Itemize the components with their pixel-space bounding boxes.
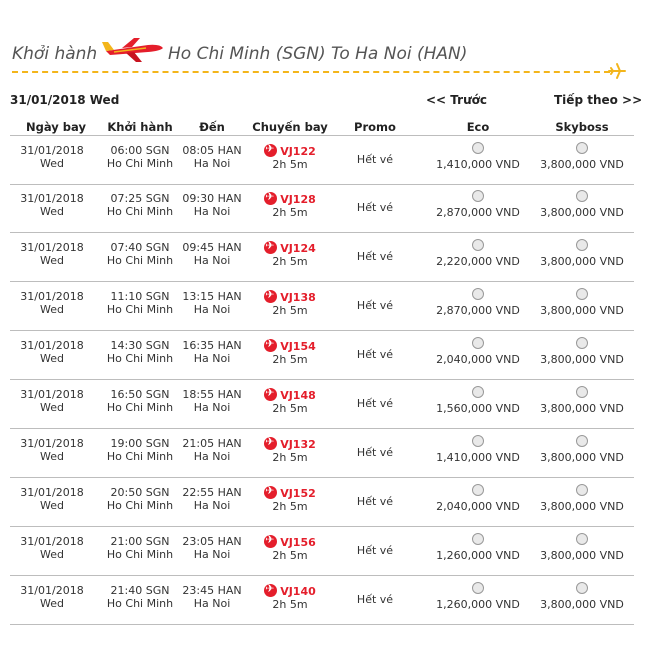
flight-row [10, 233, 634, 282]
departure-city: Ho Chi Minh [106, 157, 174, 170]
flight-date-cell [10, 144, 94, 170]
arrival-cell [174, 241, 250, 267]
departure-city: Ho Chi Minh [106, 597, 174, 610]
departure-cell [94, 339, 186, 365]
arrival-cell [174, 192, 250, 218]
skyboss-fare-cell [526, 435, 638, 464]
arrival-city: Ha Noi [193, 548, 231, 561]
flight-date-cell [10, 486, 94, 512]
flight-weekday: Wed [40, 450, 64, 463]
departure-time: 07:25 SGN [110, 192, 170, 205]
flight-date-cell [10, 388, 94, 414]
skyboss-price: 3,800,000 VND [540, 451, 624, 464]
flight-row [10, 135, 634, 185]
skyboss-fare-radio[interactable] [576, 337, 588, 349]
departure-cell [94, 437, 186, 463]
departure-time: 21:40 SGN [110, 584, 170, 597]
arrival-city: Ha Noi [193, 157, 231, 170]
flight-date: 31/01/2018 [20, 437, 84, 450]
skyboss-fare-radio[interactable] [576, 190, 588, 202]
flight-duration: 2h 5m [272, 158, 308, 171]
departure-cell [94, 486, 186, 512]
flight-info-icon[interactable] [264, 339, 277, 352]
eco-price: 1,260,000 VND [436, 598, 520, 611]
arrival-city: Ha Noi [193, 401, 231, 414]
departure-time: 11:10 SGN [110, 290, 170, 303]
eco-fare-radio[interactable] [472, 239, 484, 251]
flight-number-link[interactable]: VJ128 [280, 193, 316, 206]
skyboss-fare-cell [526, 142, 638, 171]
promo-fare-cell: Hết vé [356, 593, 394, 606]
flight-number-cell [250, 388, 330, 415]
column-header-skyboss: Skyboss [555, 120, 609, 134]
flight-weekday: Wed [40, 499, 64, 512]
arrival-cell [174, 486, 250, 512]
flight-duration: 2h 5m [272, 500, 308, 513]
eco-fare-cell [422, 142, 534, 171]
eco-price: 1,410,000 VND [436, 451, 520, 464]
skyboss-fare-cell [526, 386, 638, 415]
flight-number-link[interactable]: VJ122 [280, 145, 316, 158]
departure-cell [94, 192, 186, 218]
departure-time: 21:00 SGN [110, 535, 170, 548]
departure-city: Ho Chi Minh [106, 450, 174, 463]
skyboss-fare-radio[interactable] [576, 239, 588, 251]
arrival-city: Ha Noi [193, 205, 231, 218]
flight-duration: 2h 5m [272, 451, 308, 464]
flight-weekday: Wed [40, 352, 64, 365]
departure-cell [94, 290, 186, 316]
departure-time: 07:40 SGN [110, 241, 170, 254]
selected-date: 31/01/2018 Wed [10, 93, 120, 107]
flight-number-link[interactable]: VJ124 [280, 242, 316, 255]
eco-fare-radio[interactable] [472, 435, 484, 447]
previous-day-link[interactable]: << Trước [426, 93, 487, 107]
flight-date: 31/01/2018 [20, 241, 84, 254]
airline-plane-logo [100, 36, 166, 64]
promo-fare-cell: Hết vé [356, 250, 394, 263]
arrival-time: 09:30 HAN [182, 192, 242, 205]
arrival-city: Ha Noi [193, 254, 231, 267]
flight-duration: 2h 5m [272, 402, 308, 415]
promo-fare-cell: Hết vé [356, 446, 394, 459]
eco-price: 2,870,000 VND [436, 304, 520, 317]
skyboss-fare-radio[interactable] [576, 142, 588, 154]
flight-info-icon[interactable] [264, 584, 277, 597]
arrival-cell [174, 535, 250, 561]
eco-price: 2,040,000 VND [436, 353, 520, 366]
flight-date: 31/01/2018 [20, 192, 84, 205]
arrival-cell [174, 388, 250, 414]
skyboss-fare-cell [526, 484, 638, 513]
flight-date: 31/01/2018 [20, 486, 84, 499]
arrival-time: 23:45 HAN [182, 584, 242, 597]
flight-number-cell [250, 144, 330, 171]
arrival-time: 21:05 HAN [182, 437, 242, 450]
flight-row [10, 527, 634, 576]
skyboss-price: 3,800,000 VND [540, 598, 624, 611]
skyboss-fare-cell [526, 533, 638, 562]
flight-weekday: Wed [40, 401, 64, 414]
flight-info-icon[interactable] [264, 388, 277, 401]
route-divider [12, 71, 610, 73]
skyboss-price: 3,800,000 VND [540, 353, 624, 366]
flight-number-link[interactable]: VJ138 [280, 291, 316, 304]
arrival-time: 16:35 HAN [182, 339, 242, 352]
skyboss-fare-radio[interactable] [576, 288, 588, 300]
flight-number-link[interactable]: VJ152 [280, 487, 316, 500]
flight-duration: 2h 5m [272, 255, 308, 268]
flight-date-cell [10, 339, 94, 365]
departure-time: 19:00 SGN [110, 437, 170, 450]
flight-date: 31/01/2018 [20, 290, 84, 303]
flight-weekday: Wed [40, 597, 64, 610]
flight-date: 31/01/2018 [20, 339, 84, 352]
flight-row [10, 478, 634, 527]
departure-city: Ho Chi Minh [106, 499, 174, 512]
eco-fare-radio[interactable] [472, 142, 484, 154]
column-header-arrive: Đến [199, 120, 225, 134]
flight-info-icon[interactable] [264, 144, 277, 157]
eco-fare-cell [422, 239, 534, 268]
eco-fare-radio[interactable] [472, 533, 484, 545]
flight-duration: 2h 5m [272, 598, 308, 611]
skyboss-fare-radio[interactable] [576, 435, 588, 447]
page-header [0, 0, 660, 90]
flight-number-link[interactable]: VJ140 [280, 585, 316, 598]
flight-number-cell [250, 584, 330, 611]
flight-date: 31/01/2018 [20, 144, 84, 157]
eco-price: 2,870,000 VND [436, 206, 520, 219]
arrival-time: 13:15 HAN [182, 290, 242, 303]
flight-weekday: Wed [40, 254, 64, 267]
departure-time: 14:30 SGN [110, 339, 170, 352]
column-header-depart: Khởi hành [107, 120, 173, 134]
flight-date-cell [10, 437, 94, 463]
eco-fare-radio[interactable] [472, 337, 484, 349]
departure-cell [94, 241, 186, 267]
plane-icon [608, 62, 626, 80]
eco-price: 1,260,000 VND [436, 549, 520, 562]
eco-fare-cell [422, 337, 534, 366]
skyboss-price: 3,800,000 VND [540, 500, 624, 513]
departure-cell [94, 535, 186, 561]
eco-price: 1,410,000 VND [436, 158, 520, 171]
eco-fare-cell [422, 435, 534, 464]
flight-row [10, 331, 634, 380]
arrival-time: 18:55 HAN [182, 388, 242, 401]
flight-duration: 2h 5m [272, 353, 308, 366]
eco-price: 1,560,000 VND [436, 402, 520, 415]
flight-duration: 2h 5m [272, 206, 308, 219]
skyboss-fare-cell [526, 239, 638, 268]
arrival-cell [174, 290, 250, 316]
flight-date-cell [10, 584, 94, 610]
flight-date-cell [10, 192, 94, 218]
eco-fare-cell [422, 386, 534, 415]
flight-date-cell [10, 241, 94, 267]
departure-cell [94, 584, 186, 610]
promo-fare-cell: Hết vé [356, 544, 394, 557]
arrival-time: 23:05 HAN [182, 535, 242, 548]
promo-fare-cell: Hết vé [356, 495, 394, 508]
eco-fare-radio[interactable] [472, 484, 484, 496]
eco-fare-radio[interactable] [472, 288, 484, 300]
flight-weekday: Wed [40, 303, 64, 316]
flight-weekday: Wed [40, 157, 64, 170]
flight-duration: 2h 5m [272, 304, 308, 317]
flight-number-cell [250, 241, 330, 268]
flight-duration: 2h 5m [272, 549, 308, 562]
next-day-link[interactable]: Tiếp theo >> [554, 93, 643, 107]
skyboss-price: 3,800,000 VND [540, 206, 624, 219]
skyboss-fare-cell [526, 582, 638, 611]
promo-fare-cell: Hết vé [356, 299, 394, 312]
departure-time: 16:50 SGN [110, 388, 170, 401]
flight-date: 31/01/2018 [20, 388, 84, 401]
skyboss-price: 3,800,000 VND [540, 304, 624, 317]
flight-row [10, 576, 634, 625]
flight-date: 31/01/2018 [20, 584, 84, 597]
arrival-cell [174, 144, 250, 170]
flight-number-cell [250, 535, 330, 562]
depart-label: Khởi hành [12, 44, 98, 64]
skyboss-fare-radio[interactable] [576, 533, 588, 545]
skyboss-fare-cell [526, 190, 638, 219]
flight-number-cell [250, 437, 330, 464]
flight-row [10, 380, 634, 429]
skyboss-fare-radio[interactable] [576, 386, 588, 398]
arrival-city: Ha Noi [193, 450, 231, 463]
flight-number-link[interactable]: VJ156 [280, 536, 316, 549]
departure-cell [94, 144, 186, 170]
flight-weekday: Wed [40, 205, 64, 218]
departure-time: 06:00 SGN [110, 144, 170, 157]
flight-info-icon[interactable] [264, 241, 277, 254]
eco-fare-cell [422, 288, 534, 317]
eco-fare-cell [422, 533, 534, 562]
flight-row [10, 282, 634, 331]
eco-price: 2,040,000 VND [436, 500, 520, 513]
flight-number-cell [250, 339, 330, 366]
flight-number-link[interactable]: VJ154 [280, 340, 316, 353]
arrival-time: 08:05 HAN [182, 144, 242, 157]
arrival-time: 22:55 HAN [182, 486, 242, 499]
eco-fare-radio[interactable] [472, 386, 484, 398]
flight-row [10, 429, 634, 478]
departure-city: Ho Chi Minh [106, 548, 174, 561]
departure-city: Ho Chi Minh [106, 401, 174, 414]
column-header-flight: Chuyến bay [252, 120, 328, 134]
departure-cell [94, 388, 186, 414]
departure-city: Ho Chi Minh [106, 254, 174, 267]
flight-weekday: Wed [40, 548, 64, 561]
route-title: Ho Chi Minh (SGN) To Ha Noi (HAN) [168, 44, 468, 64]
skyboss-fare-radio[interactable] [576, 582, 588, 594]
arrival-cell [174, 437, 250, 463]
promo-fare-cell: Hết vé [356, 153, 394, 166]
column-header-eco: Eco [466, 120, 490, 134]
flight-date-cell [10, 535, 94, 561]
eco-fare-cell [422, 484, 534, 513]
flight-date-cell [10, 290, 94, 316]
flight-date: 31/01/2018 [20, 535, 84, 548]
promo-fare-cell: Hết vé [356, 397, 394, 410]
flight-info-icon[interactable] [264, 535, 277, 548]
flight-number-cell [250, 192, 330, 219]
skyboss-price: 3,800,000 VND [540, 158, 624, 171]
arrival-cell [174, 339, 250, 365]
skyboss-price: 3,800,000 VND [540, 549, 624, 562]
flight-info-icon[interactable] [264, 290, 277, 303]
skyboss-fare-cell [526, 337, 638, 366]
arrival-time: 09:45 HAN [182, 241, 242, 254]
flight-number-link[interactable]: VJ132 [280, 438, 316, 451]
flight-row [10, 184, 634, 233]
eco-fare-radio[interactable] [472, 190, 484, 202]
flight-info-icon[interactable] [264, 192, 277, 205]
skyboss-price: 3,800,000 VND [540, 402, 624, 415]
promo-fare-cell: Hết vé [356, 348, 394, 361]
flight-info-icon[interactable] [264, 437, 277, 450]
eco-fare-cell [422, 190, 534, 219]
skyboss-price: 3,800,000 VND [540, 255, 624, 268]
arrival-city: Ha Noi [193, 597, 231, 610]
flight-number-cell [250, 290, 330, 317]
departure-city: Ho Chi Minh [106, 303, 174, 316]
departure-city: Ho Chi Minh [106, 205, 174, 218]
flight-info-icon[interactable] [264, 486, 277, 499]
eco-fare-radio[interactable] [472, 582, 484, 594]
arrival-cell [174, 584, 250, 610]
arrival-city: Ha Noi [193, 352, 231, 365]
flight-number-cell [250, 486, 330, 513]
column-header-promo: Promo [354, 120, 396, 134]
eco-price: 2,220,000 VND [436, 255, 520, 268]
flight-number-link[interactable]: VJ148 [280, 389, 316, 402]
promo-fare-cell: Hết vé [356, 201, 394, 214]
skyboss-fare-radio[interactable] [576, 484, 588, 496]
eco-fare-cell [422, 582, 534, 611]
departure-city: Ho Chi Minh [106, 352, 174, 365]
arrival-city: Ha Noi [193, 303, 231, 316]
column-header-date: Ngày bay [26, 120, 86, 134]
departure-time: 20:50 SGN [110, 486, 170, 499]
skyboss-fare-cell [526, 288, 638, 317]
arrival-city: Ha Noi [193, 499, 231, 512]
